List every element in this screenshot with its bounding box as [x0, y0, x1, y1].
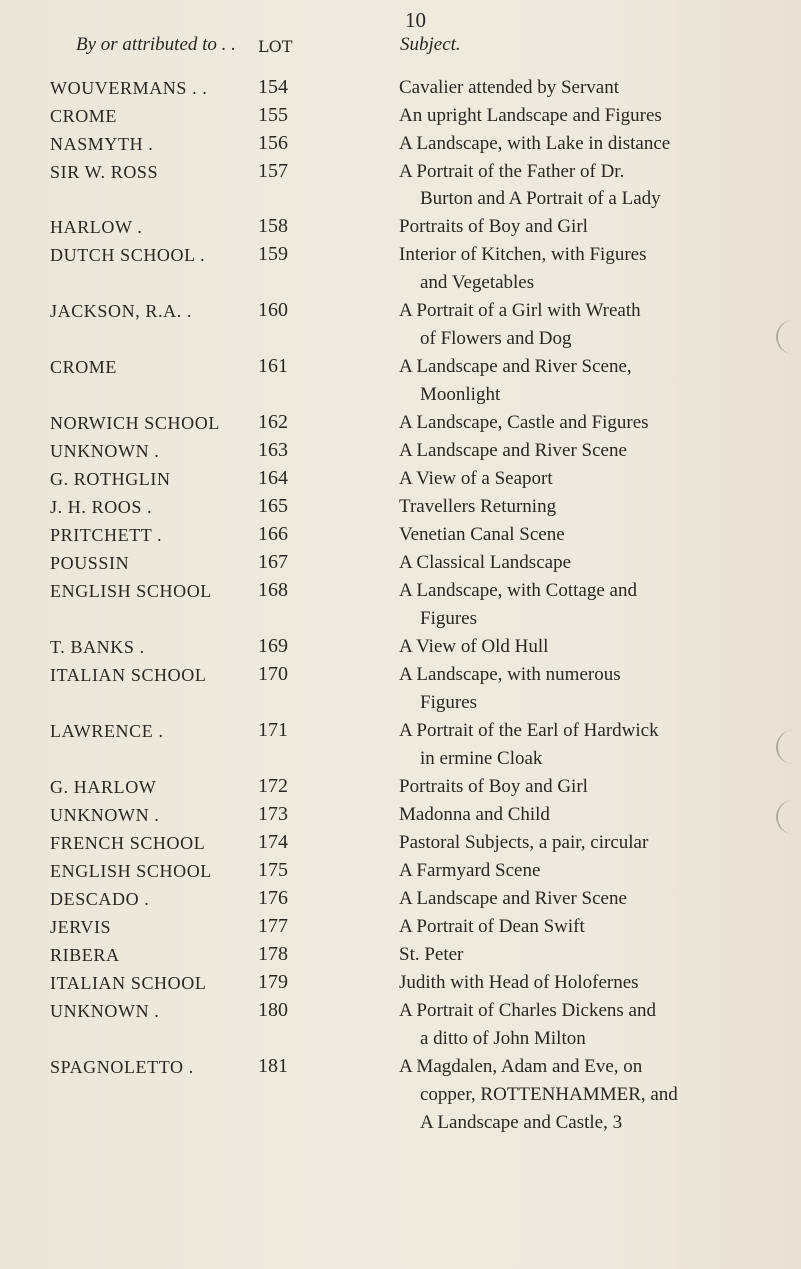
- artist-entry: SIR W. ROSS: [50, 162, 159, 182]
- lot-number: 174: [258, 831, 288, 853]
- artist-entry: WOUVERMANS . .: [50, 78, 208, 98]
- bracket-mark: [776, 800, 796, 834]
- subject-line: Judith with Head of Holofernes: [399, 972, 639, 993]
- subject-line: Interior of Kitchen, with Figures: [399, 244, 647, 265]
- lot-number: 162: [258, 411, 288, 433]
- artist-entry: ITALIAN SCHOOL: [50, 665, 207, 685]
- lot-number: 157: [258, 160, 288, 182]
- subject-line: A Portrait of the Earl of Hardwick: [399, 720, 659, 741]
- subject-line: A Landscape, Castle and Figures: [399, 412, 649, 433]
- subject-line: A Portrait of Dean Swift: [399, 916, 585, 937]
- lot-number: 158: [258, 215, 288, 237]
- subject-line: of Flowers and Dog: [420, 328, 572, 349]
- lot-number: 167: [258, 551, 288, 573]
- subject-line: A Portrait of the Father of Dr.: [399, 161, 625, 182]
- lot-number: 161: [258, 355, 288, 377]
- subject-line: A Portrait of Charles Dickens and: [399, 1000, 656, 1021]
- artist-entry: DESCADO .: [50, 889, 150, 909]
- subject-line: Venetian Canal Scene: [399, 524, 565, 545]
- artist-column-header: By or attributed to . .: [76, 34, 236, 55]
- subject-line: Portraits of Boy and Girl: [399, 776, 588, 797]
- subject-line: A Portrait of a Girl with Wreath: [399, 300, 641, 321]
- artist-entry: ENGLISH SCHOOL: [50, 861, 212, 881]
- artist-entry: JERVIS: [50, 917, 112, 937]
- lot-number: 169: [258, 635, 288, 657]
- lot-number: 180: [258, 999, 288, 1021]
- artist-entry: DUTCH SCHOOL .: [50, 245, 206, 265]
- subject-line: in ermine Cloak: [420, 748, 543, 769]
- lot-number: 176: [258, 887, 288, 909]
- artist-entry: J. H. ROOS .: [50, 497, 153, 517]
- subject-line: Burton and A Portrait of a Lady: [420, 188, 661, 209]
- lot-number: 155: [258, 104, 288, 126]
- subject-line: A Landscape and River Scene,: [399, 356, 632, 377]
- subject-line: Figures: [420, 608, 477, 629]
- artist-entry: UNKNOWN .: [50, 805, 160, 825]
- subject-line: A View of a Seaport: [399, 468, 553, 489]
- subject-line: Madonna and Child: [399, 804, 550, 825]
- subject-line: A Landscape, with Lake in distance: [399, 133, 671, 154]
- subject-line: Figures: [420, 692, 477, 713]
- artist-entry: LAWRENCE .: [50, 721, 164, 741]
- subject-line: A Landscape, with Cottage and: [399, 580, 637, 601]
- lot-number: 163: [258, 439, 288, 461]
- subject-line: Pastoral Subjects, a pair, circular: [399, 832, 649, 853]
- artist-entry: ITALIAN SCHOOL: [50, 973, 207, 993]
- lot-number: 172: [258, 775, 288, 797]
- artist-entry: ENGLISH SCHOOL: [50, 581, 212, 601]
- lot-number: 168: [258, 579, 288, 601]
- subject-line: copper, ROTTENHAMMER, and: [420, 1084, 678, 1105]
- subject-line: An upright Landscape and Figures: [399, 105, 662, 126]
- page-number: 10: [405, 8, 426, 32]
- subject-line: A Classical Landscape: [399, 552, 572, 573]
- lot-number: 173: [258, 803, 288, 825]
- subject-line: Travellers Returning: [399, 496, 557, 517]
- lot-number: 166: [258, 523, 288, 545]
- lot-number: 171: [258, 719, 288, 741]
- lot-number: 160: [258, 299, 288, 321]
- lot-number: 159: [258, 243, 288, 265]
- artist-entry: UNKNOWN .: [50, 441, 160, 461]
- artist-entry: HARLOW .: [50, 217, 143, 237]
- subject-column-header: Subject.: [400, 34, 461, 55]
- artist-entry: RIBERA: [50, 945, 120, 965]
- subject-line: Portraits of Boy and Girl: [399, 216, 588, 237]
- subject-line: A View of Old Hull: [399, 636, 549, 657]
- lot-number: 154: [258, 76, 288, 98]
- lot-number: 156: [258, 132, 288, 154]
- subject-line: St. Peter: [399, 944, 464, 965]
- bracket-mark: [776, 320, 796, 354]
- bracket-mark: [776, 730, 796, 764]
- artist-entry: SPAGNOLETTO .: [50, 1057, 194, 1077]
- artist-entry: JACKSON, R.A. .: [50, 301, 193, 321]
- artist-entry: T. BANKS .: [50, 637, 145, 657]
- lot-number: 170: [258, 663, 288, 685]
- subject-line: A Landscape and River Scene: [399, 888, 627, 909]
- artist-entry: G. HARLOW: [50, 777, 157, 797]
- subject-line: A Magdalen, Adam and Eve, on: [399, 1056, 643, 1077]
- subject-line: A Landscape and River Scene: [399, 440, 627, 461]
- artist-entry: POUSSIN: [50, 553, 130, 573]
- artist-entry: G. ROTHGLIN: [50, 469, 171, 489]
- lot-number: 178: [258, 943, 288, 965]
- artist-entry: FRENCH SCHOOL: [50, 833, 206, 853]
- artist-entry: NORWICH SCHOOL: [50, 413, 220, 433]
- lot-number: 165: [258, 495, 288, 517]
- lot-column-header: LOT: [258, 37, 293, 56]
- subject-line: A Landscape and Castle, 3: [420, 1112, 623, 1133]
- lot-number: 164: [258, 467, 288, 489]
- lot-number: 175: [258, 859, 288, 881]
- artist-entry: CROME: [50, 106, 118, 126]
- subject-line: Cavalier attended by Servant: [399, 77, 620, 98]
- lot-number: 177: [258, 915, 288, 937]
- subject-line: A Farmyard Scene: [399, 860, 541, 881]
- artist-entry: UNKNOWN .: [50, 1001, 160, 1021]
- lot-number: 179: [258, 971, 288, 993]
- subject-line: and Vegetables: [420, 272, 535, 293]
- artist-entry: PRITCHETT .: [50, 525, 163, 545]
- subject-line: a ditto of John Milton: [420, 1028, 586, 1049]
- lot-number: 181: [258, 1055, 288, 1077]
- subject-line: Moonlight: [420, 384, 501, 405]
- subject-line: A Landscape, with numerous: [399, 664, 621, 685]
- artist-entry: NASMYTH .: [50, 134, 154, 154]
- artist-entry: CROME: [50, 357, 118, 377]
